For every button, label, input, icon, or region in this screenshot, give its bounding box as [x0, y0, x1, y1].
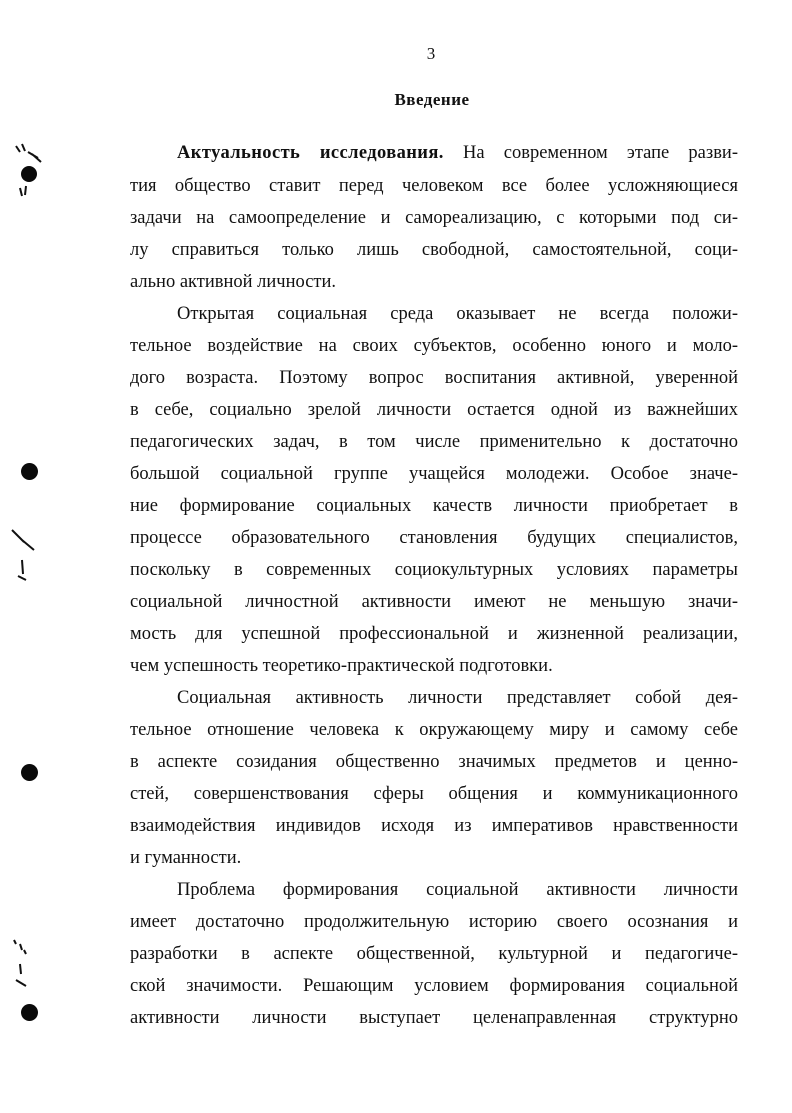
text-line: задачи на самоопределение и самореализацию, с которыми под си- — [130, 208, 738, 228]
scan-speck-mark — [8, 138, 48, 200]
lead-phrase: Актуальность исследования. — [177, 143, 444, 163]
text-line: поскольку в современных социокультурных условиях параметры — [130, 560, 738, 580]
text-line: педагогических задач, в том числе применительно к достаточно — [130, 432, 738, 452]
text-line — [177, 142, 738, 164]
text-line: тельное отношение человека к окружающему миру и самому себе — [130, 720, 738, 740]
text-line: ской значимости. Решающим условием формирования социальной — [130, 976, 738, 996]
text-line: ально активной личности. — [130, 272, 337, 292]
scan-speck-mark — [6, 934, 46, 996]
page-title: Введение — [394, 90, 470, 109]
text-line: и гуманности. — [130, 848, 242, 868]
text-line: Открытая социальная среда оказывает не всегда положи- — [177, 304, 738, 324]
text-line: лу справиться только лишь свободной, самостоятельной, соци- — [130, 240, 738, 260]
text-line: дого возраста. Поэтому вопрос воспитания активной, уверенной — [130, 368, 738, 388]
text-line: в себе, социально зрелой личности остается одной из важнейших — [130, 400, 738, 420]
text-line: тельное воздействие на своих субъектов, особенно юного и моло- — [130, 336, 738, 356]
binder-hole-mark — [21, 764, 38, 781]
text-line: в аспекте созидания общественно значимых предметов и ценно- — [130, 752, 738, 772]
text-line: Социальная активность личности представляет собой дея- — [177, 688, 738, 708]
text-line: активности личности выступает целенаправленная структурно — [130, 1008, 738, 1028]
text-line: Проблема формирования социальной активности личности — [177, 880, 738, 900]
text-line: процессе образовательного становления будущих специалистов, — [130, 528, 738, 548]
binder-hole-mark — [21, 1004, 38, 1021]
text-line: имеет достаточно продолжительную историю своего осознания и — [130, 912, 738, 932]
binder-hole-mark — [21, 463, 38, 480]
text-line: социальной личностной активности имеют не меньшую значи- — [130, 592, 738, 612]
text-line-rest: На современном этапе разви- — [462, 143, 738, 163]
text-line: взаимодействия индивидов исходя из императивов нравственности — [130, 816, 738, 836]
text-line: большой социальной группе учащейся молодежи. Особое значе- — [130, 464, 738, 484]
text-line: тия общество ставит перед человеком все более усложняющиеся — [130, 176, 738, 196]
scan-speck-mark — [6, 522, 46, 586]
text-line: ние формирование социальных качеств личности приобретает в — [130, 496, 738, 516]
text-line: разработки в аспекте общественной, культурной и педагогиче- — [130, 944, 738, 964]
page-number: 3 — [426, 44, 436, 63]
text-line: мость для успешной профессиональной и жизненной реализации, — [130, 624, 738, 644]
text-line: стей, совершенствования сферы общения и коммуникационного — [130, 784, 738, 804]
text-line: чем успешность теоретико-практической подготовки. — [130, 656, 553, 676]
